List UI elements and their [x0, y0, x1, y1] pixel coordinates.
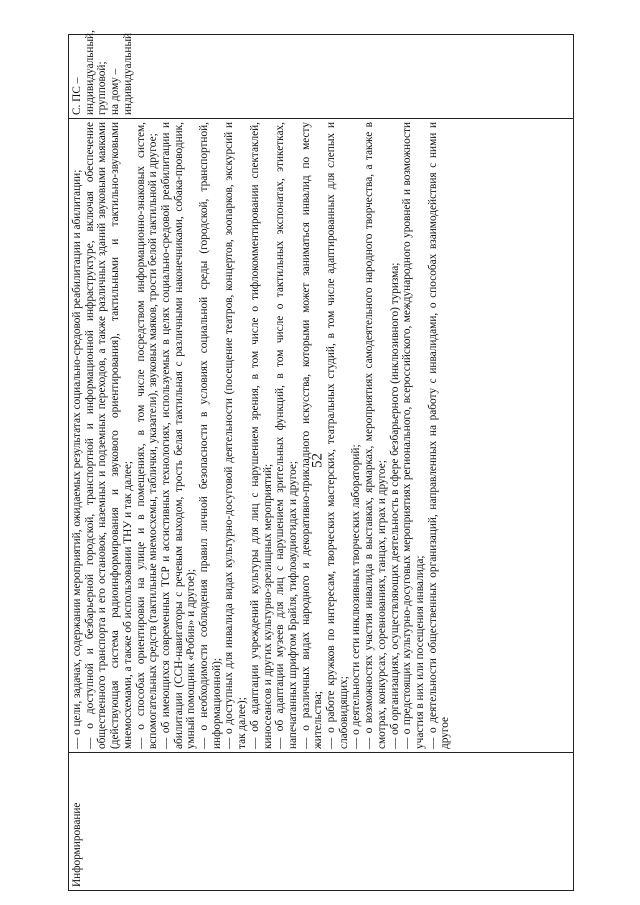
list-item: — об организациях, осуществляющих деятельность в сфере безбарьерного (инклюзивного) туризма; [388, 262, 401, 749]
page-number: 52 [309, 453, 326, 468]
rotated-page-content [68, 30, 574, 891]
list-item: — об имеющихся современных ТСР и ассистивных технологиях, используемых в целях социально-средовой реабилитации и абилитации (ССН-навигаторы с речевым выходом, трость белая тактильная с различными наконечниками, собака-проводник, умный помощник «Робин» и другое); [159, 122, 198, 749]
list-item: — об адаптации музеев для лиц с нарушением зрительных функций, в том числе о тактильных экспонатах, этикетках, напечатанных шрифтом Брайля, тифлоаудиогидах и другое; [274, 122, 299, 749]
list-item: — о возможностях участия инвалида в выставках, ярмарках, мероприятиях самодеятельного народного творчества, а также в смотрах, конкурсах, соревнованиях, танцах, играх и другое; [363, 122, 388, 749]
form-line: С. ПС – [71, 77, 83, 115]
list-item: — о необходимости соблюдения правил личной безопасности в условиях социальной среды (городской, транспортной, информационной); [198, 122, 223, 749]
list-item: — о различных видах народного и декоративно-прикладного искусства, которыми может заниматься инвалид по месту жительства; [299, 122, 325, 749]
list-item: — о деятельности общественных организаций, направленных на работу с инвалидами, о способах взаимодействия с ними и другое [426, 122, 452, 749]
list-item: — о работе кружков по интересам, творческих мастерских, театральных студий, в том числе адаптированных для слепых и слабовидящих; [325, 122, 350, 749]
list-item: — о деятельности сети инклюзивных творческих лабораторий; [350, 444, 363, 749]
category-cell [69, 753, 574, 891]
list-item: — о предстоящих культурно-досуговых мероприятиях регионального, всероссийского, международного уровней и возможности участия в них или посещения инвалида; [401, 122, 426, 749]
list-item: — о способах ориентировки на улице и в помещениях, в том числе посредством информационно-знаковых систем, вспомогательных средств (тактильные мнемосхемы, таблички, указатели), звуковых маяков, трости белой тактильной и другое; [134, 122, 160, 749]
services-table [68, 30, 574, 891]
table-row [69, 35, 574, 891]
form-line: на дому – [109, 68, 122, 115]
content-cell [69, 119, 574, 753]
form-cell [69, 30, 574, 119]
list-item: — об адаптации учреждений культуры для лиц с нарушением зрения, в том числе о тифлокомментировании спектаклей, киносеансов и других культурно-зрелищных мероприятий; [248, 122, 274, 749]
category-label: Информирование [71, 802, 83, 887]
form-line: групповой; [96, 61, 109, 115]
form-line: индивидуальный [121, 32, 134, 115]
list-item: — о доступных для инвалида видах культурно-досуговой деятельности (посещение театров, концертов, зоопарков, экскурсий и так далее); [223, 122, 249, 749]
list-item: — о доступной и безбарьерной городской, транспортной и информационной инфраструктуре, включая обеспечение общественного транспорта и его остановок, наземных и подземных переходов, а также различных зданий звуковыми маяками (действующая система радиоинформирования и звукового ориентирования), тактильными и тактильно-звуковыми мнемосхемами, а также об использовании ТНУ и так далее; [83, 122, 134, 749]
list-item: — о цели, задачах, содержании мероприятий, ожидаемых результатах социально-средовой реабилитации и абилитации; [71, 169, 83, 749]
form-line: индивидуальный, [83, 30, 96, 115]
